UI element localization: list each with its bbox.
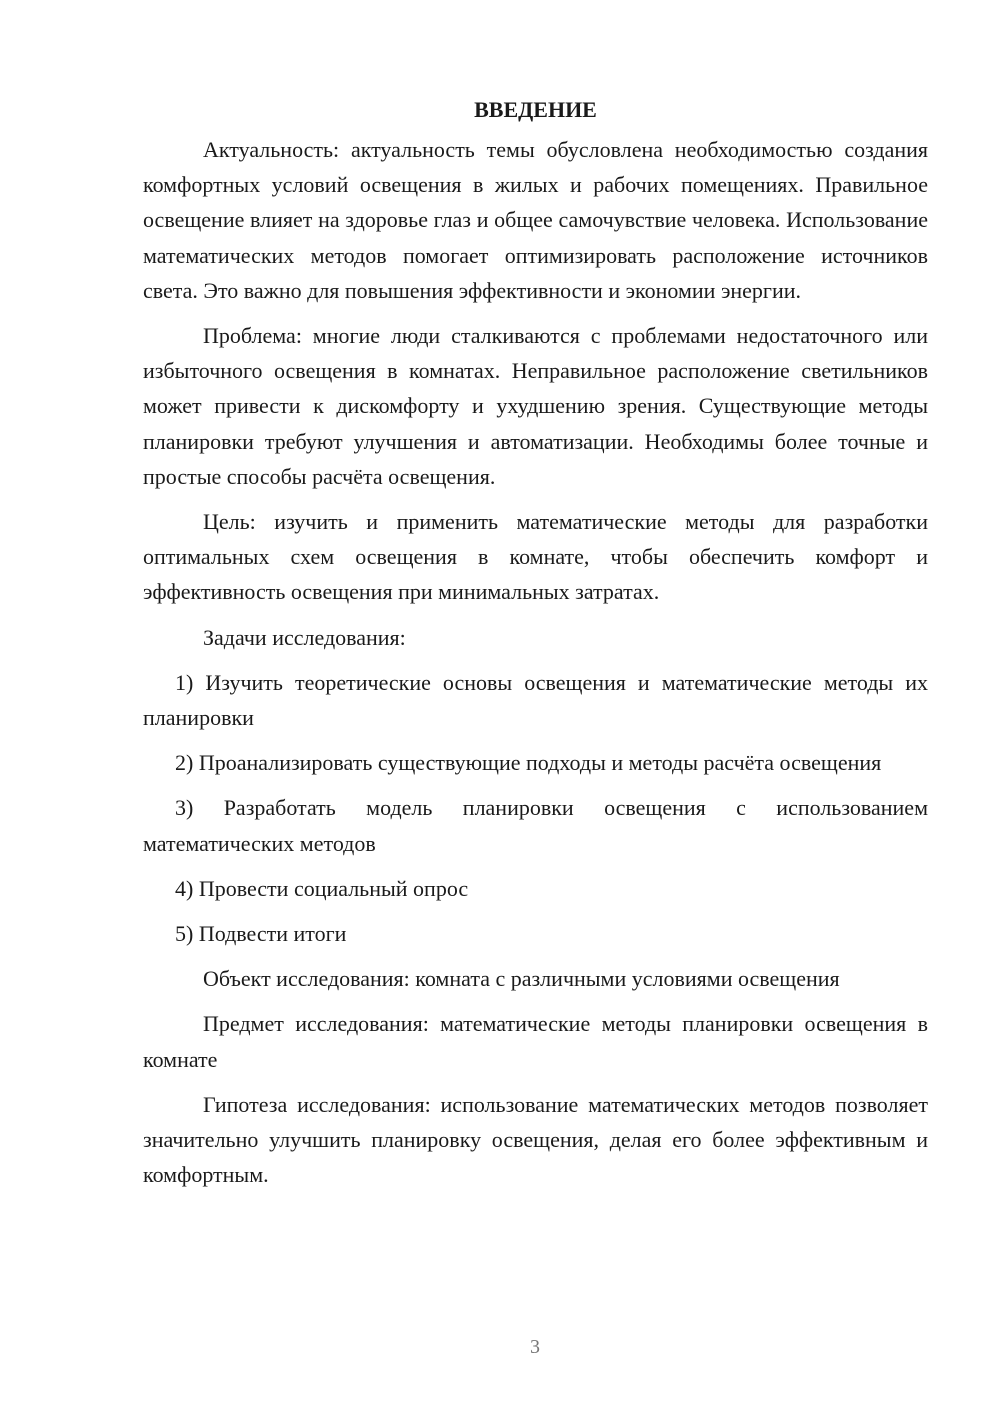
tasks-heading: Задачи исследования: — [203, 624, 406, 650]
task-item: 5) Подвести итоги — [175, 921, 347, 947]
hypothesis-paragraph: Гипотеза исследования: использование математических методов позволяет значительно улучшить планировку освещения, делая его более эффективным и комфортным. — [143, 1091, 928, 1188]
subject-paragraph: Предмет исследования: математические методы планировки освещения в комнате — [143, 1011, 928, 1072]
problem-paragraph: Проблема: многие люди сталкиваются с проблемами недостаточного или избыточного освещения в комнатах. Неправильное расположение светильников может привести к дискомфорту и ухудшению зрения. Существующие методы планировки требуют улучшения и автоматизации. Необходимы более точные и простые способы расчёта освещения. — [143, 323, 928, 489]
task-item: 1) Изучить теоретические основы освещения и математические методы их планировки — [143, 669, 928, 731]
object-paragraph: Объект исследования: комната с различными условиями освещения — [203, 966, 840, 992]
page-content — [143, 92, 928, 1192]
task-item: 3) Разработать модель планировки освещения с использованием математических методов — [143, 795, 928, 856]
goal-paragraph: Цель: изучить и применить математические методы для разработки оптимальных схем освещения в комнате, чтобы обеспечить комфорт и эффективность освещения при минимальных затратах. — [143, 509, 928, 605]
page-title: ВВЕДЕНИЕ — [474, 97, 597, 122]
task-item: 4) Провести социальный опрос — [175, 875, 469, 901]
task-item: 2) Проанализировать существующие подходы и методы расчёта освещения — [175, 750, 882, 776]
page-number: 3 — [530, 1336, 540, 1358]
relevance-paragraph: Актуальность: актуальность темы обусловлена необходимостью создания комфортных условий освещения в жилых и рабочих помещениях. Правильное освещение влияет на здоровье глаз и общее самочувствие человека. Использование математических методов помогает оптимизировать расположение источников света. Это важно для повышения эффективности и экономии энергии. — [143, 137, 928, 303]
